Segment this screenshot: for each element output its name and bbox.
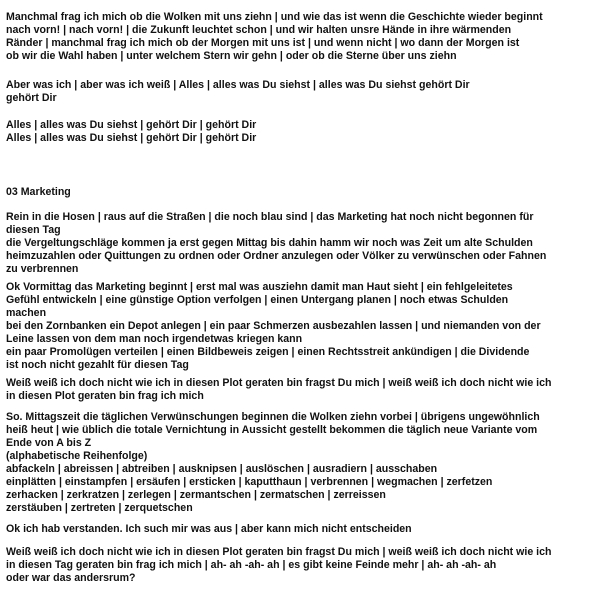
text-line: Rein in die Hosen | raus auf die Straßen | die noch blau sind | das Marketing hat noch nicht begonnen für: [6, 211, 534, 223]
text-line: nach vorn! | nach vorn! | die Zukunft leuchtet schon | und wir halten unsre Hände in ihre wärmenden: [6, 24, 512, 36]
text-line: zerhacken | zerkratzen | zerlegen | zermantschen | zermatschen | zerreissen: [6, 489, 386, 501]
text-line: ist noch nicht gezahlt für diesen Tag: [6, 359, 189, 371]
section-heading: 03 Marketing: [6, 186, 71, 198]
text-line: (alphabetische Reihenfolge): [6, 450, 148, 462]
text-line: die Vergeltungschläge kommen ja erst gegen Mittag bis dahin hamm wir noch was Zeit um alte Schulden: [6, 237, 533, 249]
text-line: gehört Dir: [6, 92, 57, 104]
text-line: Alles | alles was Du siehst | gehört Dir | gehört Dir: [6, 132, 257, 144]
text-line: Leine lassen von dem man noch irgendetwas kriegen kann: [6, 333, 303, 345]
text-line: Gefühl entwickeln | eine günstige Option verfolgen | einen Untergang planen | noch etwas Schulden: [6, 294, 509, 306]
text-line: Ende von A bis Z: [6, 437, 92, 449]
text-line: Manchmal frag ich mich ob die Wolken mit uns ziehn | und wie das ist wenn die Geschichte wieder beginnt: [6, 11, 543, 23]
text-line: Aber was ich | aber was ich weiß | Alles | alles was Du siehst | alles was Du siehst gehört Dir: [6, 79, 470, 91]
text-line: So. Mittagszeit die täglichen Verwünschungen beginnen die Wolken ziehn vorbei | übrigens ungewöhnlich: [6, 411, 540, 423]
text-line: einplätten | einstampfen | ersäufen | ersticken | kaputthaun | verbrennen | wegmachen | zerfetzen: [6, 476, 493, 488]
text-line: abfackeln | abreissen | abtreiben | ausknipsen | auslöschen | ausradiern | ausschaben: [6, 463, 438, 475]
text-line: Alles | alles was Du siehst | gehört Dir | gehört Dir: [6, 119, 257, 131]
text-line: oder war das andersrum?: [6, 572, 136, 584]
text-line: in diesen Tag geraten bin frag ich mich | ah- ah -ah- ah | es gibt keine Feinde mehr | ah- ah -ah- ah: [6, 559, 497, 571]
text-line: Weiß weiß ich doch nicht wie ich in diesen Plot geraten bin fragst Du mich | weiß weiß ich doch nicht wie ich: [6, 377, 552, 389]
text-line: diesen Tag: [6, 224, 61, 236]
text-line: zerstäuben | zertreten | zerquetschen: [6, 502, 193, 514]
text-line: heiß heut | wie üblich die totale Vernichtung in Aussicht gestellt bekommen die täglich neue Variante vom: [6, 424, 538, 436]
text-line: ob wir die Wahl haben | unter welchem Stern wir gehn | oder ob die Sterne über uns ziehn: [6, 50, 457, 62]
text-line: Ränder | manchmal frag ich mich ob der Morgen mit uns ist | und wenn nicht | wo dann der Morgen ist: [6, 37, 520, 49]
text-line: Weiß weiß ich doch nicht wie ich in diesen Plot geraten bin fragst Du mich | weiß weiß ich doch nicht wie ich: [6, 546, 552, 558]
text-line: Ok ich hab verstanden. Ich such mir was aus | aber kann mich nicht entscheiden: [6, 523, 412, 535]
text-line: ein paar Promolügen verteilen | einen Bildbeweis zeigen | einen Rechtsstreit ankündigen | die Dividende: [6, 346, 530, 358]
text-line: Ok Vormittag das Marketing beginnt | erst mal was ausziehn damit man Haut sieht | ein fehlgeleitetes: [6, 281, 513, 293]
text-line: in diesen Plot geraten bin frag ich mich: [6, 390, 204, 402]
text-line: zu verbrennen: [6, 263, 79, 275]
text-line: heimzuzahlen oder Quittungen zu ordnen oder Ordner anzulegen oder Völker zu verwünschen oder Fahnen: [6, 250, 547, 262]
text-line: bei den Zornbanken ein Depot anlegen | ein paar Schmerzen ausbezahlen lassen | und niemanden von der: [6, 320, 541, 332]
text-line: machen: [6, 307, 47, 319]
